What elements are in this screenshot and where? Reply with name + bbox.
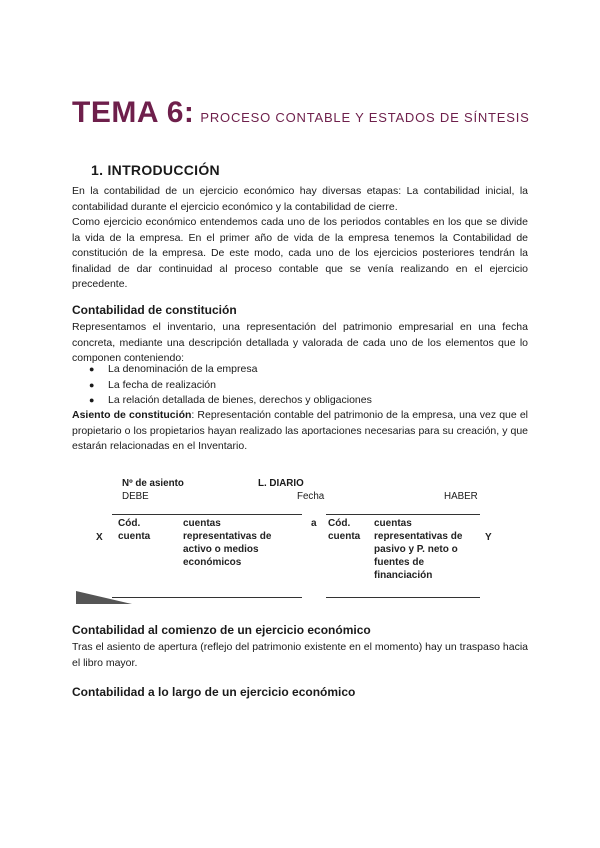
diario-bottom-line-left: [112, 597, 302, 598]
y-marker: Y: [485, 532, 492, 543]
comienzo-paragraph: Tras el asiento de apertura (reflejo del patrimonio existente en el momento) hay un traspaso hacia el libro mayor.: [72, 641, 528, 669]
x-marker: X: [96, 532, 103, 543]
fecha-label: Fecha: [297, 491, 325, 502]
debe-label: DEBE: [122, 491, 149, 502]
page-title: [72, 96, 530, 130]
cuentas-activo: cuentas representativas de activo o medios económicos: [183, 518, 272, 568]
list-item: ● La relación detallada de bienes, derechos y obligaciones: [72, 393, 528, 409]
title-subtitle: PROCESO CONTABLE Y ESTADOS DE SÍNTESIS: [200, 110, 530, 125]
intro-paragraph-1: En la contabilidad de un ejercicio económico hay diversas etapas: La contabilidad inicial, la contabilidad durante el ejercicio económico y la contabilidad de cierre.: [72, 185, 528, 213]
a-marker: a: [311, 518, 317, 529]
diario-label: L. DIARIO: [258, 478, 304, 489]
list-item: ● La denominación de la empresa: [72, 362, 528, 378]
inventario-bullet-list: [72, 362, 528, 409]
asiento-number-label: Nº de asiento: [122, 478, 184, 489]
heading-comienzo-ejercicio: Contabilidad al comienzo de un ejercicio económico: [72, 623, 371, 637]
diario-top-line-left: [112, 514, 302, 515]
cuentas-pasivo: cuentas representativas de pasivo y P. neto o fuentes de financiación: [374, 518, 463, 581]
list-item: ● La fecha de realización: [72, 378, 528, 394]
diario-bottom-line-right: [326, 597, 480, 598]
constitucion-paragraph: Representamos el inventario, una representación del patrimonio empresarial en una fecha concreta, mediante una descripción detallada y valorada de cada uno de los elementos que lo componen conteniendo:: [72, 321, 528, 364]
diario-top-line-right: [326, 514, 480, 515]
heading-contabilidad-constitucion: Contabilidad de constitución: [72, 303, 237, 317]
asiento-term: Asiento de constitución: [72, 409, 192, 421]
heading-largo-ejercicio: Contabilidad a lo largo de un ejercicio económico: [72, 685, 356, 699]
haber-label: HABER: [444, 491, 478, 502]
cod-cuenta-left: Cód. cuenta: [118, 518, 151, 542]
cod-cuenta-right: Cód. cuenta: [328, 518, 361, 542]
section-heading-introduccion: 1. INTRODUCCIÓN: [91, 162, 220, 178]
asiento-constitucion-paragraph: [72, 408, 528, 455]
asiento-definition: : Representación contable del patrimonio de la empresa, una vez que el propietario o los propietarios hayan realizado las aportaciones necesarias para su creación, y que estarán relacionadas en el Inventario.: [72, 409, 528, 452]
intro-paragraph-2: Como ejercicio económico entendemos cada uno de los periodos contables en los que se divide la vida de la empresa. En el primer año de vida de la empresa tenemos la Contabilidad de constitución de la empresa. De este modo, cada uno de los ejercicios posteriores tendrán la finalidad de dar continuidad al proceso contable que se venía realizando en el ejercicio precedente.: [72, 216, 528, 290]
title-main: TEMA 6:: [72, 96, 195, 129]
